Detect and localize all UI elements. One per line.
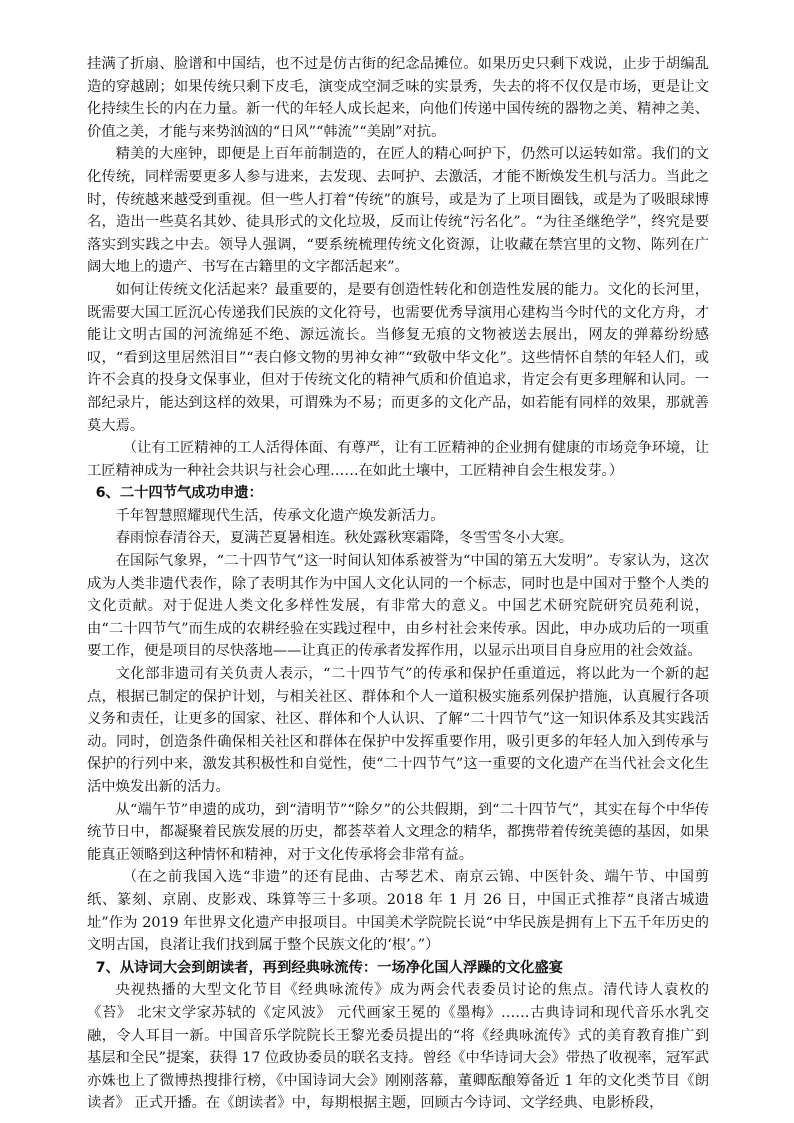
paragraph-great-clock: 精美的大座钟，即便是上百年前制造的，在匠人的精心呵护下，仍然可以运转如常。我们的文化传统，同样需要更多人参与进来，去发现、去呵护、去激活，才能不断焕发生机与活力。当此之时，传统越来越受到重视。但一些人打着“传统”的旗号，或是为了上项目圈钱，或是为了吸眼球博名，造出一些莫名其妙、徒具形式的文化垃圾，反而让传统“污名化”。“为往圣继绝学”，终究是要落实到实践之中去。领导人强调，“要系统梳理传统文化资源，让收藏在禁宫里的文物、陈列在广阔大地上的遗产、书写在古籍里的文字都活起来”。 (87, 146, 709, 276)
paragraph-subtitle-solar-terms: 千年智慧照耀现代生活，传承文化遗产焕发新活力。 (115, 507, 445, 524)
paragraph-classics-program: 央视热播的大型文化节目《经典咏流传》成为两会代表委员讨论的焦点。清代诗人袁枚的《苔》 北宋文学家苏轼的《定风波》 元代画家王冕的《墨梅》……古典诗词和现代音乐水乳交融，令人耳目一新。中国音乐学院院长王黎光委员提出的“将《经典咏流传》式的美育教育推广到基层和全民”提案，获得 17 位政协委员的联名支持。曾经《中华诗词大会》带热了收视率，冠军武亦姝也上了微博热搜排行榜，《中国诗词大会》刚刚落幕，董卿酝酿筹备近 1 年的文化类节目《朗读者》 正式开播。在《朗读者》中，每期根据主题，回顾古今诗词、文学经典、电影桥段， (87, 982, 709, 1112)
paragraph-festivals: 从“端午节”申遗的成功，到“清明节”“除夕”的公共假期，到“二十四节气”，其实在每个中华传统节日中，都凝聚着民族发展的历史，都荟萃着人文理念的精华，都携带着传统美德的基因，如果能真正领略到这种情怀和精神，对于文化传承将会非常有益。 (87, 801, 709, 863)
paragraph-solar-terms-rhyme: 春雨惊春清谷天，夏满芒夏暑相连。秋处露秋寒霜降，冬雪雪冬小大寒。 (115, 530, 574, 547)
section-heading-7: 7、从诗词大会到朗读者，再到经典咏流传：一场净化国人浮躁的文化盛宴 (95, 959, 564, 976)
paragraph-fragment: 挂满了折扇、脸谱和中国结，也不过是仿古街的纪念品摊位。如果历史只剩下戏说，止步于胡编乱造的穿越剧；如果传统只剩下皮毛，演变成空洞乏味的实景秀，失去的将不仅仅是市场，更是让文化持续生长的内在力量。新一代的年轻人成长起来，向他们传递中国传统的器物之美、精神之美、价值之美，才能与来势汹汹的“日风”“韩流”“美剧”对抗。 (87, 56, 709, 140)
paragraph-meteorology: 在国际气象界，“二十四节气”这一时间认知体系被誉为“中国的第五大发明”。专家认为，这次成为人类非遗代表作，除了表明其作为中国人文化认同的一个标志，同时也是中国对于整个人类的文化贡献。对于促进人类文化多样性发展，有非常大的意义。中国艺术研究院研究员苑利说，由“二十四节气”而生成的农耕经验在实践过程中，由乡村社会来传承。因此，申办成功后的一项重要工作，便是项目的尽快落地——让真正的传承者发挥作用，以显示出项目自身应用的社会效益。 (87, 553, 709, 660)
note-craftsmanship: （让有工匠精神的工人活得体面、有尊严，让有工匠精神的企业拥有健康的市场竞争环境，让工匠精神成为一种社会共识与社会心理……在如此土壤中，工匠精神自会生根发芽。） (87, 440, 709, 479)
paragraph-revive-tradition: 如何让传统文化活起来？最重要的，是要有创造性转化和创造性发展的能力。文化的长河里，既需要大国工匠沉心传递我们民族的文化符号，也需要优秀导演用心建构当今时代的文化方舟，才能让文明古国的河流绵延不绝、源远流长。当修复无痕的文物被送去展出，网友的弹幕纷纷感叹，“看到这里居然泪目”“表白修文物的男神女神”“致敬中华文化”。这些情怀自禁的年轻人们，或许不会真的投身文保事业，但对于传统文化的精神气质和价值追求，肯定会有更多理解和认同。一部纪录片，能达到这样的效果，可谓殊为不易；而更多的文化产品，如若能有同样的效果，那就善莫大焉。 (87, 281, 709, 434)
document-page (87, 53, 709, 1115)
section-heading-6: 6、二十四节气成功申遗： (95, 485, 263, 502)
note-heritage-list: （在之前我国入选“非遗”的还有昆曲、古琴艺术、南京云锦、中医针灸、端午节、中国剪纸、篆刻、京剧、皮影戏、珠算等三十多项。2018 年 1 月 26 日，中国正式推荐“良渚古城遗址”作为 2019 年世界文化遗产申报项目。中国美术学院院长说“中华民族是拥有上下五千年历史的文明古国，良渚让我们找到属于整个民族文化的‘根’。”） (87, 869, 709, 954)
paragraph-ministry: 文化部非遗司有关负责人表示，“二十四节气”的传承和保护任重道远，将以此为一个新的起点，根据已制定的保护计划，与相关社区、群体和个人一道积极实施系列保护措施，认真履行各项义务和责任，让更多的国家、社区、群体和个人认识、了解“二十四节气”这一知识体系及其实践活动。同时，创造条件确保相关社区和群体在保护中发挥重要作用，吸引更多的年轻人加入到传承与保护的行列中来，激发其积极性和自觉性，使“二十四节气”这一重要的文化遗产在当代社会文化生活中焕发出新的活力。 (87, 666, 709, 795)
